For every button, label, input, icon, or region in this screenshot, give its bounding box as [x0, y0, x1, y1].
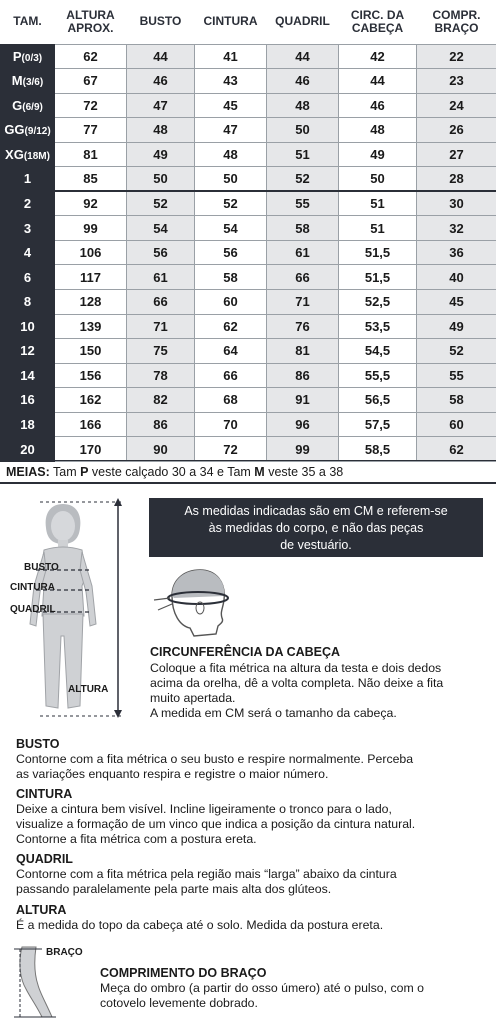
cell-waist: 58: [195, 265, 267, 290]
table-row: [1, 142, 496, 167]
size-cell: 16: [1, 388, 55, 413]
header-waist: CINTURA: [195, 0, 267, 44]
cell-waist: 72: [195, 437, 267, 462]
cell-height: 162: [55, 388, 127, 413]
cell-head: 52,5: [339, 289, 417, 314]
cell-waist: 54: [195, 216, 267, 241]
table-row: [1, 93, 496, 118]
cell-bust: 54: [127, 216, 195, 241]
table-row: [1, 437, 496, 462]
section-text: acima da orelha, dê a volta completa. Não deixe a fita: [150, 676, 444, 690]
table-row: [1, 339, 496, 364]
cell-arm: 62: [417, 437, 496, 462]
cell-arm: 45: [417, 289, 496, 314]
cell-bust: 78: [127, 363, 195, 388]
cell-bust: 50: [127, 167, 195, 192]
cell-arm: 27: [417, 142, 496, 167]
cell-head: 58,5: [339, 437, 417, 462]
size-cell: XG(18M): [1, 142, 55, 167]
cell-bust: 86: [127, 412, 195, 437]
header-arm: COMPR. BRAÇO: [417, 0, 496, 44]
size-cell: 20: [1, 437, 55, 462]
bust-section: [16, 737, 482, 782]
section-text: A medida em CM será o tamanho da cabeça.: [150, 706, 397, 720]
size-cell: M(3/6): [1, 69, 55, 94]
section-text: Meça do ombro (a partir do osso úmero) até o pulso, com o: [100, 981, 424, 995]
cell-height: 156: [55, 363, 127, 388]
cell-hip: 81: [267, 339, 339, 364]
table-row: [1, 167, 496, 192]
cell-height: 81: [55, 142, 127, 167]
cell-hip: 71: [267, 289, 339, 314]
cell-arm: 23: [417, 69, 496, 94]
cell-waist: 66: [195, 363, 267, 388]
cell-hip: 44: [267, 44, 339, 69]
info-line: de vestuário.: [280, 538, 352, 552]
cell-arm: 22: [417, 44, 496, 69]
section-title: ALTURA: [16, 903, 67, 917]
cell-hip: 55: [267, 191, 339, 216]
head-circumference-section: [150, 645, 486, 721]
cell-hip: 76: [267, 314, 339, 339]
cell-arm: 30: [417, 191, 496, 216]
cell-arm: 52: [417, 339, 496, 364]
cell-waist: 64: [195, 339, 267, 364]
cell-height: 139: [55, 314, 127, 339]
cell-hip: 96: [267, 412, 339, 437]
cell-arm: 60: [417, 412, 496, 437]
cell-head: 51,5: [339, 265, 417, 290]
cell-height: 128: [55, 289, 127, 314]
cell-hip: 99: [267, 437, 339, 462]
cell-head: 54,5: [339, 339, 417, 364]
cell-bust: 49: [127, 142, 195, 167]
section-text: Contorne a fita métrica com a postura ereta.: [16, 832, 257, 846]
size-cell: 12: [1, 339, 55, 364]
cell-height: 170: [55, 437, 127, 462]
table-row: [1, 191, 496, 216]
head-profile-icon: [150, 566, 236, 640]
cell-waist: 43: [195, 69, 267, 94]
table-row: [1, 118, 496, 143]
cell-height: 99: [55, 216, 127, 241]
header-size: TAM.: [1, 0, 55, 44]
header-bust: BUSTO: [127, 0, 195, 44]
cell-hip: 52: [267, 167, 339, 192]
info-line: As medidas indicadas são em CM e referem-se: [184, 504, 448, 518]
cell-height: 67: [55, 69, 127, 94]
table-row: [1, 412, 496, 437]
size-chart-table: [0, 0, 496, 462]
table-row: [1, 69, 496, 94]
section-text: passando paralelamente pela parte mais alta dos glúteos.: [16, 882, 332, 896]
cell-height: 117: [55, 265, 127, 290]
cell-head: 55,5: [339, 363, 417, 388]
size-cell: 10: [1, 314, 55, 339]
header-hip: QUADRIL: [267, 0, 339, 44]
cell-arm: 49: [417, 314, 496, 339]
cell-head: 44: [339, 69, 417, 94]
section-text: Coloque a fita métrica na altura da testa e dois dedos: [150, 661, 442, 675]
waist-section: [16, 787, 482, 847]
cell-height: 106: [55, 240, 127, 265]
cell-arm: 58: [417, 388, 496, 413]
cell-arm: 26: [417, 118, 496, 143]
cell-hip: 91: [267, 388, 339, 413]
cell-hip: 50: [267, 118, 339, 143]
size-cell: 1: [1, 167, 55, 192]
table-row: [1, 388, 496, 413]
cell-hip: 66: [267, 265, 339, 290]
socks-note: MEIAS: Tam P veste calçado 30 a 34 e Tam M veste 35 a 38: [0, 460, 496, 484]
section-text: visualize a formação de um vinco que indica a posição da cintura natural.: [16, 817, 416, 831]
section-title: BUSTO: [16, 737, 60, 751]
cell-waist: 68: [195, 388, 267, 413]
table-row: [1, 240, 496, 265]
cell-waist: 52: [195, 191, 267, 216]
size-cell: P(0/3): [1, 44, 55, 69]
cell-waist: 41: [195, 44, 267, 69]
cell-head: 51,5: [339, 240, 417, 265]
section-title: QUADRIL: [16, 852, 73, 866]
section-text: Contorne com a fita métrica pela região mais “larga” abaixo da cintura: [16, 867, 397, 881]
size-cell: 8: [1, 289, 55, 314]
cell-hip: 48: [267, 93, 339, 118]
cell-waist: 70: [195, 412, 267, 437]
section-text: É a medida do topo da cabeça até o solo. Medida da postura ereta.: [16, 918, 384, 932]
size-cell: 14: [1, 363, 55, 388]
cell-height: 77: [55, 118, 127, 143]
section-text: Contorne com a fita métrica o seu busto e respire normalmente. Perceba: [16, 752, 414, 766]
table-row: [1, 289, 496, 314]
section-title: COMPRIMENTO DO BRAÇO: [100, 966, 267, 980]
table-row: [1, 44, 496, 69]
cell-head: 53,5: [339, 314, 417, 339]
cell-height: 92: [55, 191, 127, 216]
cell-bust: 44: [127, 44, 195, 69]
cell-bust: 52: [127, 191, 195, 216]
child-body-illustration: [0, 496, 130, 726]
figure-label-waist: CINTURA: [10, 582, 55, 593]
size-cell: 18: [1, 412, 55, 437]
hip-section: [16, 852, 482, 897]
cell-head: 48: [339, 118, 417, 143]
size-cell: G(6/9): [1, 93, 55, 118]
cell-bust: 66: [127, 289, 195, 314]
cell-head: 51: [339, 191, 417, 216]
section-text: as variações enquanto respira e registre o maior número.: [16, 767, 329, 781]
cell-head: 49: [339, 142, 417, 167]
cell-bust: 48: [127, 118, 195, 143]
size-cell: 4: [1, 240, 55, 265]
arm-measure-illustration: [12, 943, 88, 1021]
cell-arm: 24: [417, 93, 496, 118]
cell-head: 57,5: [339, 412, 417, 437]
table-row: [1, 265, 496, 290]
cell-bust: 46: [127, 69, 195, 94]
table-row: [1, 314, 496, 339]
cell-bust: 56: [127, 240, 195, 265]
cell-hip: 58: [267, 216, 339, 241]
cell-bust: 71: [127, 314, 195, 339]
section-title: CIRCUNFERÊNCIA DA CABEÇA: [150, 645, 341, 659]
cell-waist: 62: [195, 314, 267, 339]
header-head: CIRC. DA CABEÇA: [339, 0, 417, 44]
cell-hip: 86: [267, 363, 339, 388]
cell-bust: 75: [127, 339, 195, 364]
cell-height: 166: [55, 412, 127, 437]
cell-height: 62: [55, 44, 127, 69]
size-cell: 2: [1, 191, 55, 216]
cell-hip: 46: [267, 69, 339, 94]
cell-bust: 82: [127, 388, 195, 413]
section-text: cotovelo levemente dobrado.: [100, 996, 258, 1010]
cell-head: 46: [339, 93, 417, 118]
figure-label-hip: QUADRIL: [10, 604, 56, 615]
size-cell: 3: [1, 216, 55, 241]
info-line: às medidas do corpo, e não das peças: [208, 521, 424, 535]
cell-arm: 28: [417, 167, 496, 192]
section-text: muito apertada.: [150, 691, 236, 705]
cell-arm: 55: [417, 363, 496, 388]
arm-length-section: [100, 966, 486, 1011]
height-section: [16, 903, 482, 933]
cell-bust: 47: [127, 93, 195, 118]
cell-head: 42: [339, 44, 417, 69]
section-title: CINTURA: [16, 787, 73, 801]
cell-head: 51: [339, 216, 417, 241]
cell-bust: 61: [127, 265, 195, 290]
head-measure-illustration: [150, 566, 236, 640]
cell-height: 85: [55, 167, 127, 192]
cell-waist: 48: [195, 142, 267, 167]
cell-head: 50: [339, 167, 417, 192]
cell-arm: 36: [417, 240, 496, 265]
cell-arm: 40: [417, 265, 496, 290]
cell-height: 72: [55, 93, 127, 118]
cell-bust: 90: [127, 437, 195, 462]
cell-waist: 56: [195, 240, 267, 265]
section-text: Deixe a cintura bem visível. Incline ligeiramente o tronco para o lado,: [16, 802, 392, 816]
measurement-info-box: [149, 498, 483, 557]
cell-waist: 45: [195, 93, 267, 118]
figure-label-height: ALTURA: [68, 684, 109, 695]
size-cell: GG(9/12): [1, 118, 55, 143]
table-header-row: [1, 0, 496, 44]
cell-height: 150: [55, 339, 127, 364]
cell-hip: 61: [267, 240, 339, 265]
cell-waist: 60: [195, 289, 267, 314]
cell-hip: 51: [267, 142, 339, 167]
cell-waist: 47: [195, 118, 267, 143]
figure-label-bust: BUSTO: [24, 562, 59, 573]
figure-label-arm: BRAÇO: [46, 947, 83, 958]
cell-waist: 50: [195, 167, 267, 192]
size-cell: 6: [1, 265, 55, 290]
header-height: ALTURA APROX.: [55, 0, 127, 44]
cell-head: 56,5: [339, 388, 417, 413]
table-row: [1, 216, 496, 241]
cell-arm: 32: [417, 216, 496, 241]
table-row: [1, 363, 496, 388]
